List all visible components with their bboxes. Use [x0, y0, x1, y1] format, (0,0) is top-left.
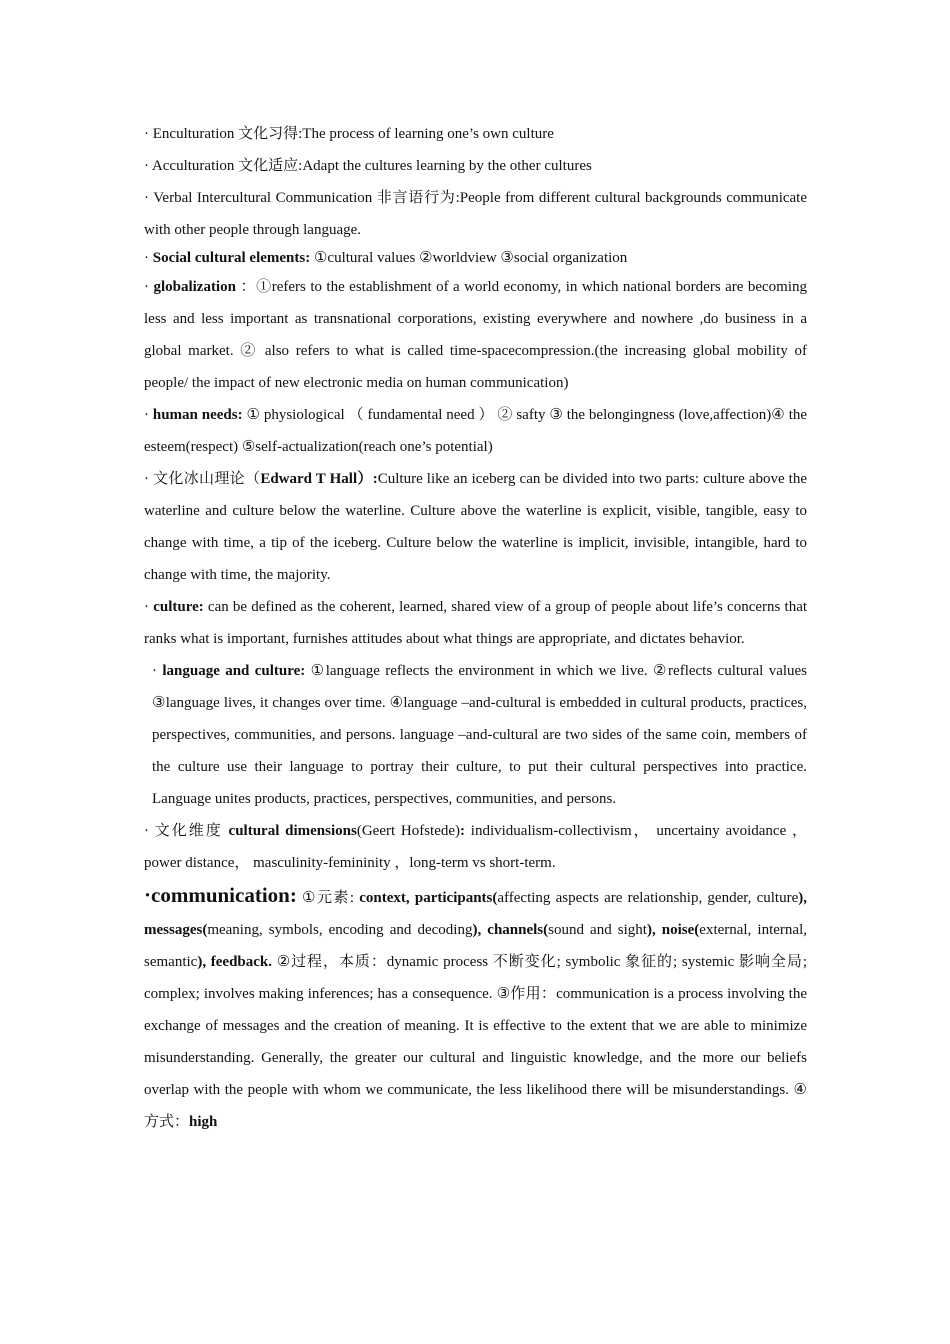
enculturation-entry — [144, 118, 807, 150]
entry-text: individualism-collectivism， uncertainy avoidance ， power distance， masculinity-femininity ，long-term vs short-term. — [144, 823, 807, 871]
entry-text: Acculturation 文化适应:Adapt the cultures learning by the other cultures — [151, 158, 592, 174]
entry-term: Social cultural elements: — [152, 250, 311, 266]
plain-segment: affecting aspects are relationship, gender, culture — [497, 890, 799, 906]
plain-segment: sound and sight — [548, 922, 647, 938]
bullet: · — [144, 471, 149, 487]
social-cultural-elements-entry — [144, 246, 807, 271]
entry-term: human needs: — [152, 407, 243, 423]
human-needs-entry — [144, 399, 807, 463]
entry-colon: : — [460, 823, 466, 839]
entry-prefix: 文化维度 — [154, 823, 229, 839]
entry-prefix: 文化冰山理论（ — [153, 471, 261, 487]
entry-author: (Geert Hofstede) — [356, 823, 461, 839]
bullet: · — [152, 663, 157, 679]
bold-segment: ), channels( — [472, 922, 549, 938]
culture-definition-entry — [144, 591, 807, 655]
bullet: · — [144, 823, 149, 839]
verbal-communication-entry — [144, 182, 807, 246]
entry-text: Verbal Intercultural Communication 非言语行为:People from different cultural backgrounds communicate with other people through language. — [144, 190, 808, 238]
bullet: · — [144, 279, 149, 295]
bold-segment: ), noise( — [646, 922, 700, 938]
entry-text: ①cultural values ②worldview ③social organization — [313, 250, 628, 266]
entry-text: ：①refers to the establishment of a world economy, in which national borders are becoming less and less important as transnational corporations, existing everywhere and nowhere ,do business in a global market. ② also refers to what is called time-spacecompression.(the increasing global mobility of people/ the impact of new electronic media on human communication) — [144, 279, 807, 391]
plain-segment: external, internal, semantic — [144, 922, 807, 970]
entry-text: Enculturation 文化习得:The process of learning one’s own culture — [152, 126, 554, 142]
globalization-entry — [144, 271, 807, 399]
plain-segment: meaning, symbols, encoding and decoding — [207, 922, 473, 938]
communication-entry — [144, 879, 807, 1138]
entry-term: language and culture: — [162, 663, 306, 679]
bold-segment: ), feedback. — [197, 954, 273, 970]
bullet: · — [144, 158, 149, 174]
bullet: · — [144, 407, 149, 423]
bullet: · — [144, 250, 149, 266]
entry-term: cultural dimensions — [228, 823, 357, 839]
language-and-culture-entry — [144, 655, 807, 815]
entry-term: culture: — [153, 599, 204, 615]
elements-label: ①元素: — [296, 890, 360, 906]
bullet: · — [144, 126, 149, 142]
bold-segment: context, participants( — [359, 890, 498, 906]
bold-segment: high — [189, 1114, 218, 1130]
iceberg-theory-entry — [144, 463, 807, 591]
entry-text: ①language reflects the environment in which we live. ②reflects cultural values ③language lives, it changes over time. ④language –and-cultural is embedded in cultural products, practices, perspectives, communities, and persons. language –and-cultural are two sides of the same coin, members of the culture use their language to portray their culture, to put their cultural perspectives into practice. Language unites products, practices, perspectives, communities, and persons. — [152, 663, 808, 807]
plain-segment: ②过程，本质：dynamic process 不断变化; symbolic 象征的; systemic 影响全局; complex; involves making inferences; has a consequence. ③作用：communication is a process involving the exchange of messages and the creation of meaning. It is effective to the extent that we are able to minimize misunderstanding. Generally, the greater our cultural and linguistic knowledge, and the more our beliefs overlap with the people with whom we communicate, the less likelihood there will be misunderstandings. ④方式： — [144, 954, 807, 1130]
entry-term: communication: — [151, 883, 297, 907]
entry-text: can be defined as the coherent, learned, shared view of a group of people about life’s concerns that ranks what is important, furnishes attitudes about what things are appropriate, and dictates behavior. — [144, 599, 808, 647]
bullet: · — [144, 599, 149, 615]
bullet: · — [144, 190, 149, 206]
bold-segment: ), messages( — [144, 890, 807, 938]
entry-term: globalization — [153, 279, 236, 295]
acculturation-entry — [144, 150, 807, 182]
entry-text: ① physiological （ fundamental need ） ② safty ③ the belongingness (love,affection)④ the esteem(respect) ⑤self-actualization(reach one’s potential) — [144, 407, 808, 455]
entry-term: Edward T Hall）: — [260, 471, 378, 487]
bullet: · — [144, 883, 152, 907]
entry-text: Culture like an iceberg can be divided into two parts: culture above the waterline and culture below the waterline. Culture above the waterline is explicit, visible, tangible, easy to change with time, a tip of the iceberg. Culture below the waterline is implicit, invisible, intangible, hard to change with time, the majority. — [144, 471, 808, 583]
document-page — [144, 118, 807, 1138]
cultural-dimensions-entry — [144, 815, 807, 879]
